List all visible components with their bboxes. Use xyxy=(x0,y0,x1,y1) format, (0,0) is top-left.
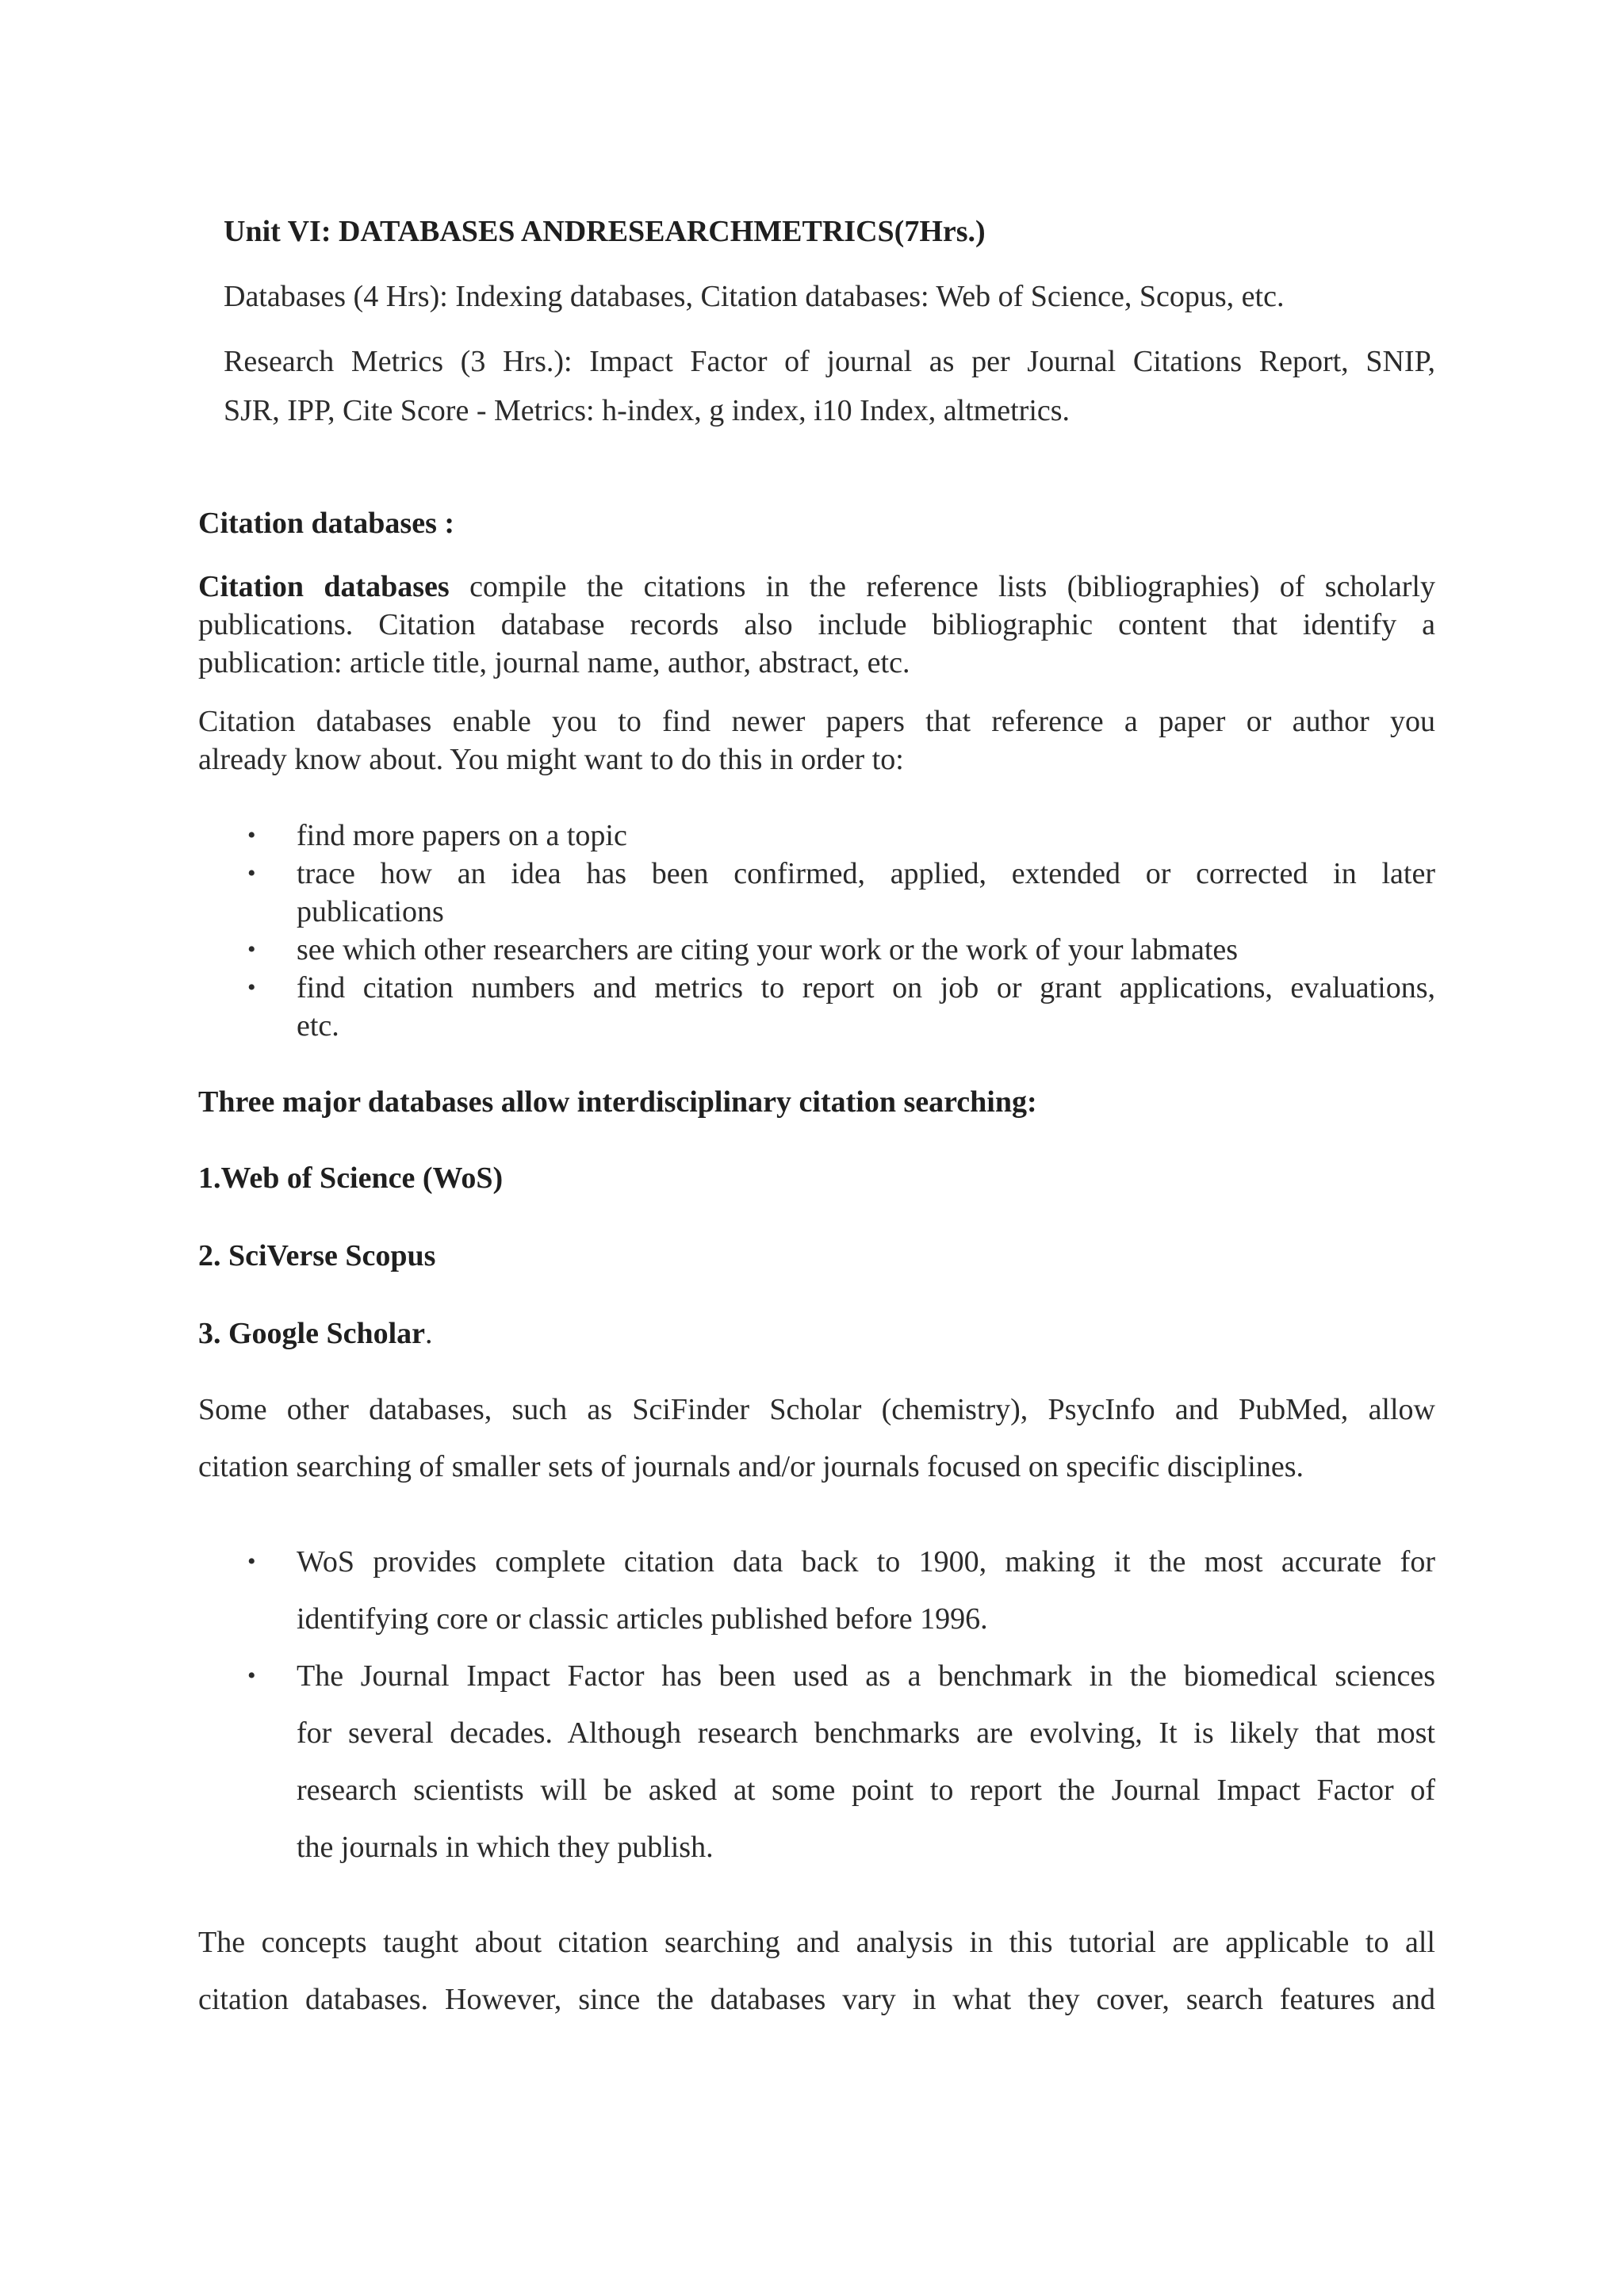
bullet-dot: • xyxy=(247,936,256,962)
list-item: WoS provides complete citation data back to 1900, making it the most accurate for xyxy=(297,1545,1435,1578)
other-databases-line-1: Some other databases, such as SciFinder Scholar (chemistry), PsycInfo and PubMed, allow xyxy=(198,1393,1435,1426)
citation-para1-line3: publication: article title, journal name, author, abstract, etc. xyxy=(198,646,910,679)
other-databases-line-2: citation searching of smaller sets of journals and/or journals focused on specific disciplines. xyxy=(198,1450,1304,1483)
list-item-continuation: publications xyxy=(297,895,444,928)
citation-para1-rest: compile the citations in the reference lists (bibliographies) of scholarly xyxy=(449,570,1435,603)
list-item-continuation: identifying core or classic articles published before 1996. xyxy=(297,1602,988,1636)
list-item: see which other researchers are citing your work or the work of your labmates xyxy=(297,933,1239,966)
concepts-line-2: citation databases. However, since the databases vary in what they cover, search features and xyxy=(198,1983,1435,2016)
citation-para1-line1 xyxy=(198,568,1435,606)
major-database-item-3-label: 3. Google Scholar xyxy=(198,1317,426,1350)
list-item: trace how an idea has been confirmed, applied, extended or corrected in later xyxy=(297,857,1435,890)
major-databases-heading: Three major databases allow interdisciplinary citation searching: xyxy=(198,1085,1037,1119)
citation-para1-bold: Citation databases xyxy=(198,570,450,603)
citation-para1-line2: publications. Citation database records also include bibliographic content that identify a xyxy=(198,608,1435,641)
bullet-dot: • xyxy=(247,822,256,848)
list-item: find citation numbers and metrics to report on job or grant applications, evaluations, xyxy=(297,971,1435,1004)
list-item-continuation: the journals in which they publish. xyxy=(297,1831,714,1864)
databases-line: Databases (4 Hrs): Indexing databases, Citation databases: Web of Science, Scopus, etc. xyxy=(224,280,1285,313)
bullet-dot: • xyxy=(247,860,256,886)
list-item: find more papers on a topic xyxy=(297,819,627,852)
list-item-continuation: etc. xyxy=(297,1009,339,1043)
citation-para2-line2: already know about. You might want to do this in order to: xyxy=(198,743,904,776)
major-database-item-2: 2. SciVerse Scopus xyxy=(198,1239,436,1272)
major-database-item-3 xyxy=(198,1314,433,1353)
list-item: The Journal Impact Factor has been used as a benchmark in the biomedical sciences xyxy=(297,1659,1435,1693)
bullet-dot: • xyxy=(247,1663,256,1689)
bullet-dot: • xyxy=(247,974,256,1001)
metrics-line-1: Research Metrics (3 Hrs.): Impact Factor of journal as per Journal Citations Report, SNIP, xyxy=(224,345,1435,378)
metrics-line-2: SJR, IPP, Cite Score - Metrics: h-index, g index, i10 Index, altmetrics. xyxy=(224,394,1071,427)
unit-heading: Unit VI: DATABASES ANDRESEARCHMETRICS(7Hrs.) xyxy=(224,215,986,248)
citation-para2-line1: Citation databases enable you to find newer papers that reference a paper or author you xyxy=(198,705,1435,738)
bullet-dot: • xyxy=(247,1548,256,1575)
concepts-line-1: The concepts taught about citation searching and analysis in this tutorial are applicable to all xyxy=(198,1926,1435,1959)
major-database-item-3-suffix: . xyxy=(425,1317,433,1350)
list-item-continuation: for several decades. Although research benchmarks are evolving, It is likely that most xyxy=(297,1716,1435,1750)
major-database-item-1: 1.Web of Science (WoS) xyxy=(198,1161,504,1195)
citation-heading: Citation databases : xyxy=(198,507,455,540)
list-item-continuation: research scientists will be asked at some point to report the Journal Impact Factor of xyxy=(297,1774,1435,1807)
